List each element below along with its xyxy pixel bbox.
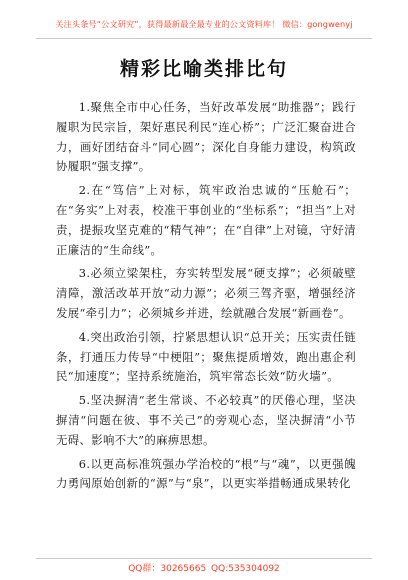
header-divider	[36, 38, 372, 39]
footer-divider	[36, 558, 372, 559]
footer-contact-text: QQ群：30265665 QQ:535304092	[128, 564, 280, 574]
paragraph-2: 2.在“笃信”上对标，筑牢政治忠诚的“压舱石”；在“务实”上对表，校准干事创业的“坐标系”；“担当”上对责，提振攻坚克难的“精气神”；在“自律”上对镜，守好清正廉洁的“生命线”。	[56, 183, 356, 257]
paragraph-1: 1.聚焦全市中心任务，当好改革发展“助推器”；践行履职为民宗旨，架好惠民利民“连心桥”；广泛汇聚奋进合力，画好团结奋斗“同心圆”；深化自身能力建设，构筑政协履职“强支撑”。	[56, 100, 356, 174]
paragraph-3: 3.必须立梁架柱，夯实转型发展“硬支撑”；必须破壁清障，激活改革开放“动力源”；必须三驾齐驱，增强经济发展“牵引力”；必须城乡并进，绘就融合发展“新画卷”。	[56, 266, 356, 320]
header-promo-text: 关注头条号“公文研究”，获得最新最全最专业的公文资料库！ 微信：gongwenyj	[55, 19, 353, 29]
paragraph-6: 6.以更高标准筑强办学治校的“根”与“魂”，以更强魄力勇闯原始创新的“源”与“泉”，以更实举措畅通成果转化	[56, 456, 356, 491]
document-title: 精彩比喻类排比句	[119, 58, 288, 80]
paragraph-4: 4.突出政治引领，拧紧思想认识“总开关；压实责任链条，打通压力传导“中梗阻”；聚焦提质增效，跑出惠企利民“加速度”；坚持系统施治，筑牢常态长效“防火墙”。	[56, 329, 356, 384]
document-body	[56, 98, 356, 498]
paragraph-5: 5.坚决摒清“老生常谈、不必较真”的厌倦心理，坚决摒清“问题在彼、事不关己”的旁观心态，坚决摒清“小节无碍、影响不大”的麻痹思想。	[56, 393, 356, 447]
